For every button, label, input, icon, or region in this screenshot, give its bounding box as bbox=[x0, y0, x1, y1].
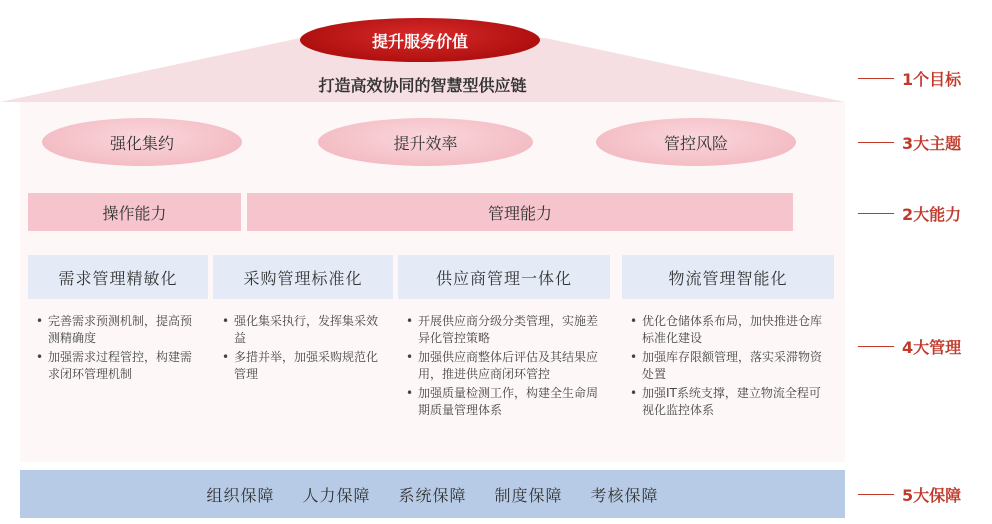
side-count: 5大 bbox=[902, 485, 930, 505]
side-label-themes bbox=[858, 130, 961, 154]
vision-title bbox=[0, 70, 845, 98]
guarantee-label: 人力保障 bbox=[302, 485, 371, 505]
vision-label: 打造高效协同的智慧型供应链 bbox=[318, 75, 527, 95]
side-count: 1个 bbox=[902, 69, 930, 89]
bullet-item: • 加强库存限额管理，落实采滞物资处置 bbox=[630, 349, 830, 383]
side-text: 能力 bbox=[929, 204, 962, 224]
bullet-item: • 加强IT系统支撑，建立物流全程可视化监控体系 bbox=[630, 385, 830, 419]
connector-line bbox=[858, 494, 894, 495]
connector-line bbox=[858, 78, 894, 79]
theme-ellipse bbox=[42, 118, 242, 166]
side-label-goal bbox=[858, 66, 961, 90]
guarantee-label: 系统保障 bbox=[398, 485, 467, 505]
management-bullets bbox=[406, 313, 606, 421]
management-bullets bbox=[36, 313, 202, 385]
connector-line bbox=[858, 346, 894, 347]
goal-ellipse bbox=[300, 18, 540, 62]
management-title: 采购管理标准化 bbox=[243, 268, 363, 288]
management-title: 物流管理智能化 bbox=[668, 268, 788, 288]
bullet-item: • 加强需求过程管控，构建需求闭环管理机制 bbox=[36, 349, 202, 383]
guarantee-label: 考核保障 bbox=[590, 485, 659, 505]
bullet-item: • 优化仓储体系布局，加快推进仓库标准化建设 bbox=[630, 313, 830, 347]
management-head bbox=[622, 255, 834, 299]
goal-label: 提升服务价值 bbox=[371, 31, 468, 51]
guarantee-label: 组织保障 bbox=[206, 485, 275, 505]
ability-bar bbox=[28, 193, 241, 231]
side-text: 主题 bbox=[929, 133, 962, 153]
management-head bbox=[398, 255, 610, 299]
theme-label: 管控风险 bbox=[663, 133, 728, 153]
theme-ellipse bbox=[596, 118, 796, 166]
ability-bar bbox=[247, 193, 793, 231]
bullet-item: • 加强供应商整体后评估及其结果应用，推进供应商闭环管控 bbox=[406, 349, 606, 383]
ability-label: 操作能力 bbox=[102, 203, 167, 223]
guarantee-bar bbox=[20, 470, 845, 518]
side-text: 保障 bbox=[929, 485, 962, 505]
management-head bbox=[213, 255, 393, 299]
side-label-abilities bbox=[858, 201, 961, 225]
connector-line bbox=[858, 142, 894, 143]
management-head bbox=[28, 255, 208, 299]
bullet-item: • 强化集采执行，发挥集采效益 bbox=[222, 313, 388, 347]
side-count: 3大 bbox=[902, 133, 930, 153]
side-text: 目标 bbox=[929, 69, 962, 89]
management-title: 供应商管理一体化 bbox=[435, 268, 572, 288]
bullet-item: • 多措并举，加强采购规范化管理 bbox=[222, 349, 388, 383]
guarantee-label: 制度保障 bbox=[494, 485, 563, 505]
side-text: 管理 bbox=[929, 337, 962, 357]
theme-ellipse bbox=[318, 118, 533, 166]
management-bullets bbox=[630, 313, 830, 421]
side-count: 4大 bbox=[902, 337, 930, 357]
theme-label: 强化集约 bbox=[109, 133, 174, 153]
management-title: 需求管理精敏化 bbox=[58, 268, 178, 288]
ability-label: 管理能力 bbox=[487, 203, 552, 223]
management-bullets bbox=[222, 313, 388, 385]
bullet-item: • 完善需求预测机制，提高预测精确度 bbox=[36, 313, 202, 347]
theme-label: 提升效率 bbox=[393, 133, 458, 153]
connector-line bbox=[858, 213, 894, 214]
side-label-managements bbox=[858, 334, 961, 358]
bullet-item: • 加强质量检测工作，构建全生命周期质量管理体系 bbox=[406, 385, 606, 419]
side-label-guarantees bbox=[858, 482, 961, 506]
bullet-item: • 开展供应商分级分类管理，实施差异化管控策略 bbox=[406, 313, 606, 347]
side-count: 2大 bbox=[902, 204, 930, 224]
